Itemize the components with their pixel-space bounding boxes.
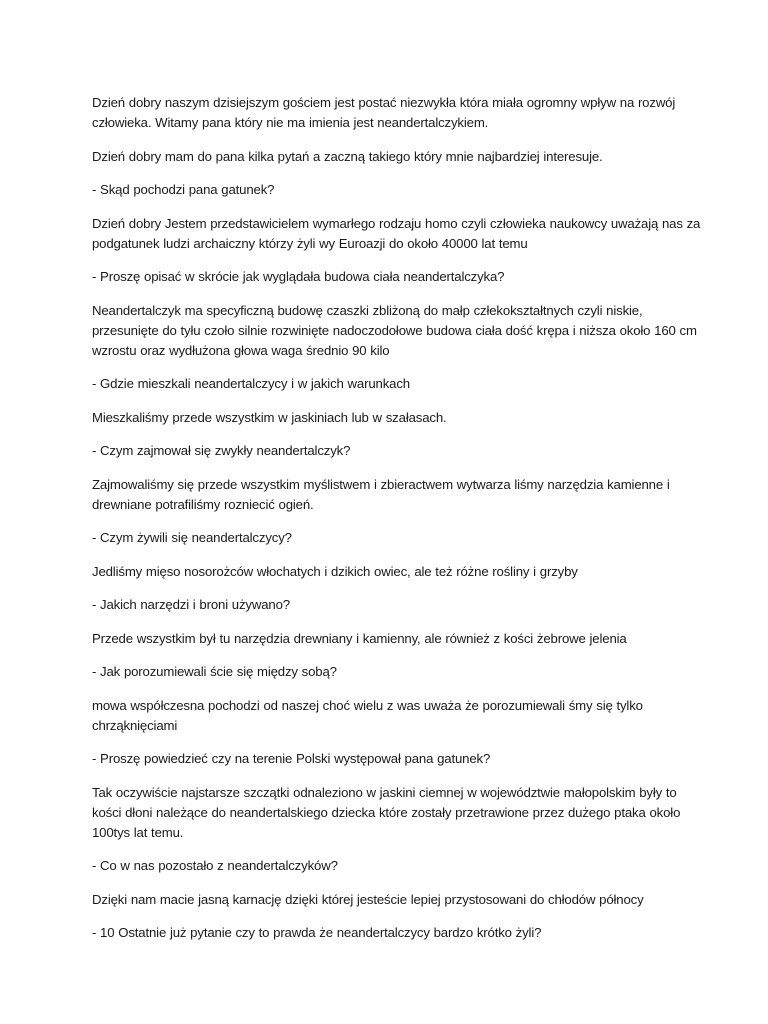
- interview-question: [92, 923, 692, 943]
- text-line: - Proszę opisać w skrócie jak wyglądała budowa ciała neandertalczyka?: [92, 269, 505, 284]
- text-line: mowa współczesna pochodzi od naszej choć wielu z was uważa że porozumiewali śmy się tylko: [92, 697, 643, 713]
- interview-question: [92, 180, 692, 200]
- text-line: - Skąd pochodzi pana gatunek?: [92, 182, 275, 197]
- interview-question: [92, 749, 692, 769]
- interview-answer: [92, 475, 692, 515]
- interview-answer: [92, 629, 692, 649]
- interview-question: [92, 595, 692, 615]
- text-line: Przede wszystkim był tu narzędzia drewniany i kamienny, ale również z kości żebrowe jelenia: [92, 630, 627, 646]
- text-line: Dzień dobry naszym dzisiejszym gościem jest postać niezwykła która miała ogromny wpływ na rozwój: [92, 95, 676, 110]
- text-line: drewniane potrafiliśmy rozniecić ogień.: [92, 496, 314, 512]
- text-line: Neandertalczyk ma specyficzną budowę czaszki zbliżoną do małp człekokształtnych czyli niskie,: [92, 302, 643, 318]
- interview-answer: [92, 408, 692, 428]
- text-line: Dzień dobry mam do pana kilka pytań a zaczną takiego który mnie najbardziej interesuje.: [92, 148, 603, 164]
- interview-question: [92, 267, 692, 287]
- text-line: chrząknięciami: [92, 717, 178, 733]
- interview-question: [92, 856, 692, 876]
- text-line: - Jakich narzędzi i broni używano?: [92, 597, 290, 612]
- text-line: - Co w nas pozostało z neandertalczyków?: [92, 858, 338, 873]
- interview-question: [92, 441, 692, 461]
- interview-answer: [92, 93, 692, 133]
- text-line: kości dłoni należące do neandertalskiego dziecka które zostały przetrawione przez dużego ptaka około: [92, 804, 681, 820]
- text-line: Jedliśmy mięso nosorożców włochatych i dzikich owiec, ale też różne rośliny i grzyby: [92, 563, 578, 579]
- text-line: - Czym zajmował się zwykły neandertalczyk?: [92, 443, 351, 458]
- interview-question: [92, 374, 692, 394]
- interview-answer: [92, 696, 692, 736]
- text-line: - Czym żywili się neandertalczycy?: [92, 530, 292, 545]
- text-line: - Gdzie mieszkali neandertalczycy i w jakich warunkach: [92, 376, 410, 391]
- text-line: - 10 Ostatnie już pytanie czy to prawda że neandertalczycy bardzo krótko żyli?: [92, 925, 542, 940]
- text-line: podgatunek ludzi archaiczny którzy żyli wy Euroazji do około 40000 lat temu: [92, 235, 528, 251]
- text-line: Tak oczywiście najstarsze szczątki odnaleziono w jaskini ciemnej w województwie małopolskim były to: [92, 784, 677, 800]
- interview-answer: [92, 147, 692, 167]
- interview-question: [92, 528, 692, 548]
- text-line: człowieka. Witamy pana który nie ma imienia jest neandertalczykiem.: [92, 115, 489, 130]
- text-line: Dzięki nam macie jasną karnację dzięki której jesteście lepiej przystosowani do chłodów północy: [92, 891, 644, 907]
- text-line: - Proszę powiedzieć czy na terenie Polski występował pana gatunek?: [92, 751, 491, 766]
- text-line: przesunięte do tyłu czoło silnie rozwinięte nadoczodołowe budowa ciała dość krępa i niższa około 160 cm: [92, 322, 697, 338]
- interview-answer: [92, 562, 692, 582]
- interview-answer: [92, 214, 701, 254]
- text-line: 100tys lat temu.: [92, 824, 184, 840]
- interview-answer: [92, 890, 692, 910]
- document-body: [92, 93, 701, 957]
- text-line: Zajmowaliśmy się przede wszystkim myślistwem i zbieractwem wytwarza liśmy narzędzia kamienne i: [92, 476, 670, 492]
- interview-answer: [92, 301, 697, 361]
- interview-question: [92, 662, 692, 682]
- text-line: - Jak porozumiewali ście się między sobą?: [92, 664, 337, 679]
- text-line: Mieszkaliśmy przede wszystkim w jaskiniach lub w szałasach.: [92, 409, 447, 425]
- text-line: Dzień dobry Jestem przedstawicielem wymarłego rodzaju homo czyli człowieka naukowcy uważają nas za: [92, 215, 701, 231]
- interview-answer: [92, 783, 692, 843]
- text-line: wzrostu oraz wydłużona głowa waga średnio 90 kilo: [92, 342, 390, 358]
